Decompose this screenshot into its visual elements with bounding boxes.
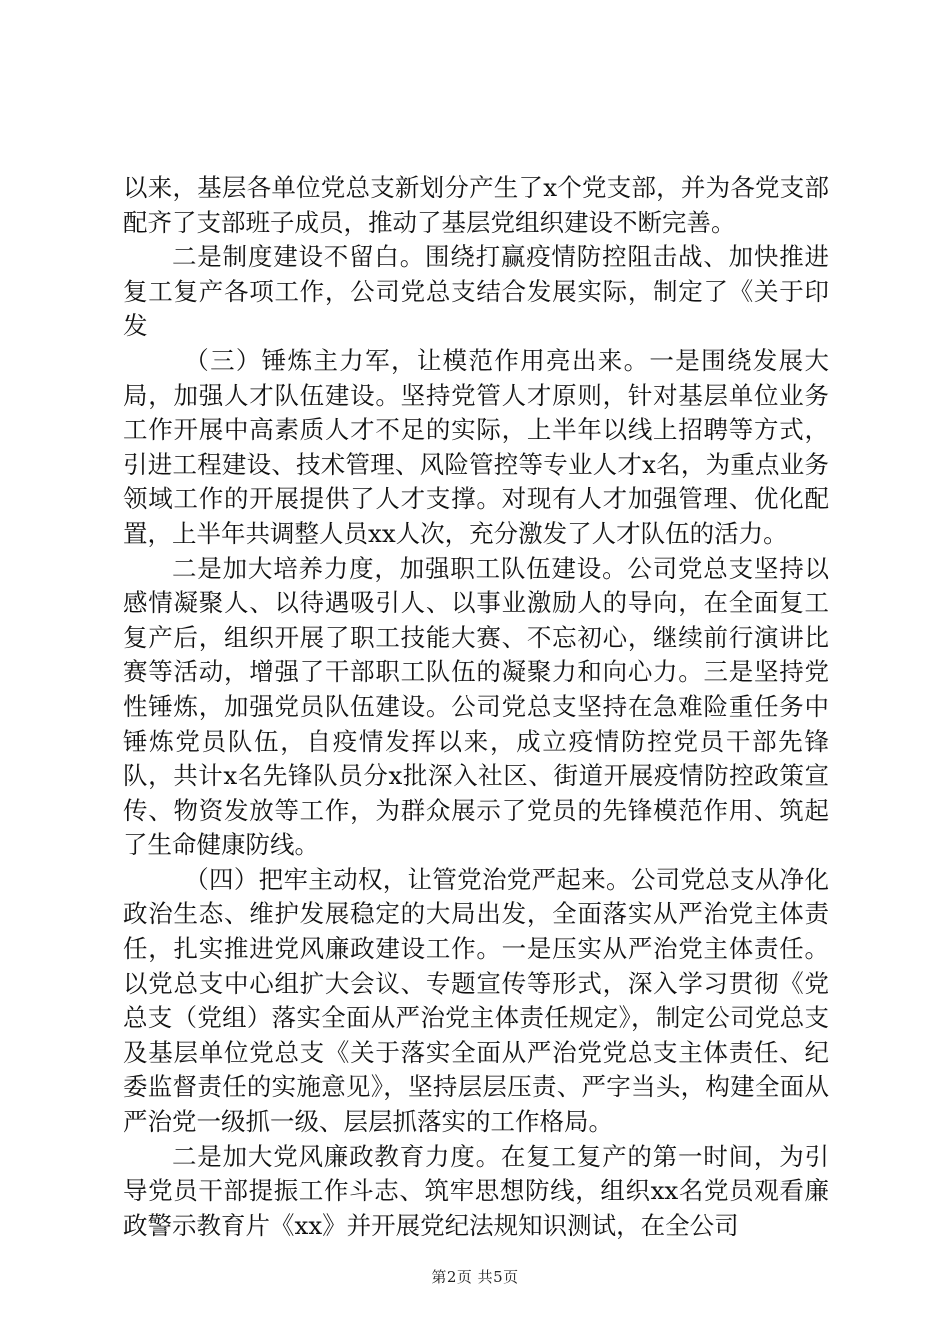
page-number-footer: 第2页 共5页	[431, 1268, 519, 1286]
paragraph-system-building: 二是制度建设不留白。围绕打赢疫情防控阻击战、加快推进复工复产各项工作，公司党总支结合发展实际，制定了《关于印发	[123, 242, 829, 341]
paragraph-training: 二是加大培养力度，加强职工队伍建设。公司党总支坚持以感情凝聚人、以待遇吸引人、以事业激励人的导向，在全面复工复产后，组织开展了职工技能大赛、不忘初心，继续前行演讲比赛等活动，增强了干部职工队伍的凝聚力和向心力。三是坚持党性锤炼，加强党员队伍建设。公司党总支坚持在急难险重任务中锤炼党员队伍，自疫情发挥以来，成立疫情防控党员干部先锋队，共计x名先锋队员分x批深入社区、街道开展疫情防控政策宣传、物资发放等工作，为群众展示了党员的先锋模范作用、筑起了生命健康防线。	[123, 553, 829, 860]
paragraph-section-four: （四）把牢主动权，让管党治党严起来。公司党总支从净化政治生态、维护发展稳定的大局出发，全面落实从严治党主体责任，扎实推进党风廉政建设工作。一是压实从严治党主体责任。以党总支中心组扩大会议、专题宣传等形式，深入学习贯彻《党总支（党组）落实全面从严治党主体责任规定》，制定公司党总支及基层单位党总支《关于落实全面从严治党党总支主体责任、纪委监督责任的实施意见》，坚持层层压责、严字当头，构建全面从严治党一级抓一级、层层抓落实的工作格局。	[123, 864, 829, 1137]
paragraph-section-three: （三）锤炼主力军，让模范作用亮出来。一是围绕发展大局，加强人才队伍建设。坚持党管人才原则，针对基层单位业务工作开展中高素质人才不足的实际，上半年以线上招聘等方式，引进工程建设、技术管理、风险管控等专业人才x名，为重点业务领域工作的开展提供了人才支撑。对现有人才加强管理、优化配置，上半年共调整人员xx人次，充分激发了人才队伍的活力。	[123, 345, 829, 548]
paragraph-integrity-education: 二是加大党风廉政教育力度。在复工复产的第一时间，为引导党员干部提振工作斗志、筑牢思想防线，组织xx名党员观看廉政警示教育片《xx》并开展党纪法规知识测试，在全公司	[123, 1141, 829, 1240]
paragraph-continued: 以来，基层各单位党总支新划分产生了x个党支部，并为各党支部配齐了支部班子成员，推动了基层党组织建设不断完善。	[123, 173, 829, 237]
document-body	[123, 171, 829, 1243]
